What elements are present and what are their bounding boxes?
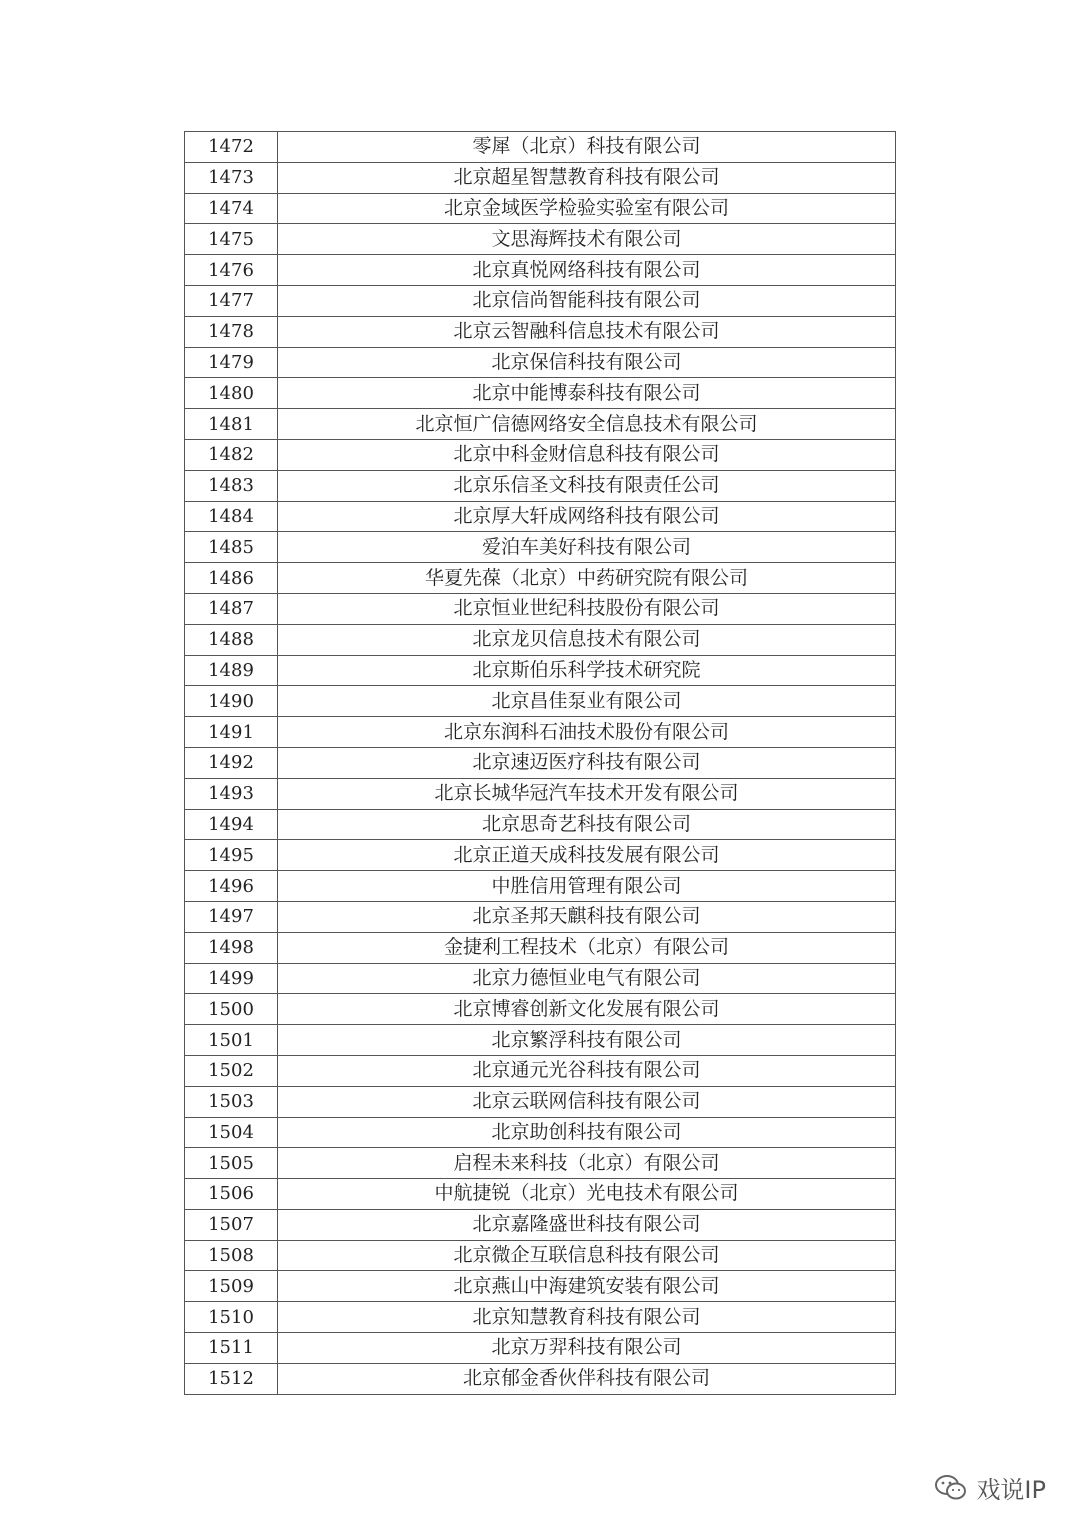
table-row (185, 255, 896, 286)
company-name: 文思海辉技术有限公司 (278, 224, 896, 255)
company-name: 北京厚大轩成网络科技有限公司 (278, 501, 896, 532)
company-name: 北京长城华冠汽车技术开发有限公司 (278, 778, 896, 809)
company-name: 北京中能博泰科技有限公司 (278, 378, 896, 409)
table-row (185, 501, 896, 532)
row-number: 1501 (185, 1025, 278, 1056)
table-row (185, 532, 896, 563)
company-name: 金捷利工程技术（北京）有限公司 (278, 932, 896, 963)
row-number: 1481 (185, 409, 278, 440)
row-number: 1472 (185, 132, 278, 163)
company-name: 北京万羿科技有限公司 (278, 1333, 896, 1364)
row-number: 1506 (185, 1179, 278, 1210)
table-row (185, 378, 896, 409)
table-row (185, 747, 896, 778)
company-name: 北京知慧教育科技有限公司 (278, 1302, 896, 1333)
company-name: 北京通元光谷科技有限公司 (278, 1055, 896, 1086)
row-number: 1487 (185, 593, 278, 624)
table-row (185, 1148, 896, 1179)
table-row (185, 224, 896, 255)
row-number: 1497 (185, 901, 278, 932)
row-number: 1489 (185, 655, 278, 686)
row-number: 1511 (185, 1333, 278, 1364)
row-number: 1473 (185, 162, 278, 193)
table-row (185, 593, 896, 624)
row-number: 1510 (185, 1302, 278, 1333)
company-name: 北京思奇艺科技有限公司 (278, 809, 896, 840)
table-row (185, 439, 896, 470)
company-name: 爱泊车美好科技有限公司 (278, 532, 896, 563)
table-row (185, 717, 896, 748)
table-row (185, 809, 896, 840)
row-number: 1499 (185, 963, 278, 994)
table-row (185, 1179, 896, 1210)
row-number: 1498 (185, 932, 278, 963)
table-row (185, 1363, 896, 1394)
company-name: 北京龙贝信息技术有限公司 (278, 624, 896, 655)
company-name: 北京云智融科信息技术有限公司 (278, 316, 896, 347)
row-number: 1484 (185, 501, 278, 532)
company-name: 北京超星智慧教育科技有限公司 (278, 162, 896, 193)
company-name: 北京保信科技有限公司 (278, 347, 896, 378)
company-name: 北京昌佳泵业有限公司 (278, 686, 896, 717)
row-number: 1482 (185, 439, 278, 470)
company-name: 北京东润科石油技术股份有限公司 (278, 717, 896, 748)
company-name: 北京圣邦天麒科技有限公司 (278, 901, 896, 932)
table-row (185, 655, 896, 686)
row-number: 1493 (185, 778, 278, 809)
table-row (185, 901, 896, 932)
table-row (185, 1271, 896, 1302)
table-row (185, 162, 896, 193)
row-number: 1502 (185, 1055, 278, 1086)
company-name: 启程未来科技（北京）有限公司 (278, 1148, 896, 1179)
table-row (185, 1055, 896, 1086)
table-row (185, 686, 896, 717)
watermark-text: 戏说IP (976, 1476, 1046, 1504)
company-name: 北京真悦网络科技有限公司 (278, 255, 896, 286)
row-number: 1500 (185, 994, 278, 1025)
table-row (185, 624, 896, 655)
table-row (185, 932, 896, 963)
row-number: 1480 (185, 378, 278, 409)
table-row (185, 871, 896, 902)
company-table (184, 131, 896, 1395)
company-name: 北京郁金香伙伴科技有限公司 (278, 1363, 896, 1394)
row-number: 1490 (185, 686, 278, 717)
company-name: 北京嘉隆盛世科技有限公司 (278, 1209, 896, 1240)
table-row (185, 347, 896, 378)
row-number: 1491 (185, 717, 278, 748)
company-name: 北京金域医学检验实验室有限公司 (278, 193, 896, 224)
company-name: 华夏先葆（北京）中药研究院有限公司 (278, 563, 896, 594)
table-row (185, 994, 896, 1025)
row-number: 1495 (185, 840, 278, 871)
company-name: 北京正道天成科技发展有限公司 (278, 840, 896, 871)
watermark (934, 1470, 1046, 1505)
company-name: 北京燕山中海建筑安装有限公司 (278, 1271, 896, 1302)
company-name: 北京博睿创新文化发展有限公司 (278, 994, 896, 1025)
company-name: 北京助创科技有限公司 (278, 1117, 896, 1148)
company-name: 零犀（北京）科技有限公司 (278, 132, 896, 163)
row-number: 1486 (185, 563, 278, 594)
table-row (185, 1117, 896, 1148)
company-name: 北京繁浮科技有限公司 (278, 1025, 896, 1056)
row-number: 1477 (185, 285, 278, 316)
company-name: 北京恒业世纪科技股份有限公司 (278, 593, 896, 624)
table-body (185, 132, 896, 1395)
company-name: 中航捷锐（北京）光电技术有限公司 (278, 1179, 896, 1210)
table-row (185, 1209, 896, 1240)
row-number: 1474 (185, 193, 278, 224)
row-number: 1488 (185, 624, 278, 655)
row-number: 1505 (185, 1148, 278, 1179)
company-name: 北京信尚智能科技有限公司 (278, 285, 896, 316)
row-number: 1503 (185, 1086, 278, 1117)
row-number: 1507 (185, 1209, 278, 1240)
table-row (185, 1086, 896, 1117)
company-name: 北京速迈医疗科技有限公司 (278, 747, 896, 778)
row-number: 1483 (185, 470, 278, 501)
table-row (185, 470, 896, 501)
company-name: 北京云联网信科技有限公司 (278, 1086, 896, 1117)
table-row (185, 193, 896, 224)
row-number: 1496 (185, 871, 278, 902)
row-number: 1509 (185, 1271, 278, 1302)
company-name: 北京乐信圣文科技有限责任公司 (278, 470, 896, 501)
row-number: 1479 (185, 347, 278, 378)
company-name: 中胜信用管理有限公司 (278, 871, 896, 902)
table-row (185, 285, 896, 316)
company-name: 北京微企互联信息科技有限公司 (278, 1240, 896, 1271)
company-name: 北京力德恒业电气有限公司 (278, 963, 896, 994)
table-row (185, 1240, 896, 1271)
row-number: 1485 (185, 532, 278, 563)
row-number: 1504 (185, 1117, 278, 1148)
table-row (185, 840, 896, 871)
company-name: 北京中科金财信息科技有限公司 (278, 439, 896, 470)
company-name: 北京恒广信德网络安全信息技术有限公司 (278, 409, 896, 440)
row-number: 1476 (185, 255, 278, 286)
table-row (185, 1025, 896, 1056)
table-row (185, 1302, 896, 1333)
row-number: 1494 (185, 809, 278, 840)
table-row (185, 563, 896, 594)
row-number: 1512 (185, 1363, 278, 1394)
table-row (185, 963, 896, 994)
table-row (185, 409, 896, 440)
company-name: 北京斯伯乐科学技术研究院 (278, 655, 896, 686)
row-number: 1478 (185, 316, 278, 347)
wechat-icon (934, 1474, 968, 1502)
table-row (185, 316, 896, 347)
table-row (185, 778, 896, 809)
row-number: 1475 (185, 224, 278, 255)
row-number: 1508 (185, 1240, 278, 1271)
table-row (185, 1333, 896, 1364)
row-number: 1492 (185, 747, 278, 778)
table-row (185, 132, 896, 163)
